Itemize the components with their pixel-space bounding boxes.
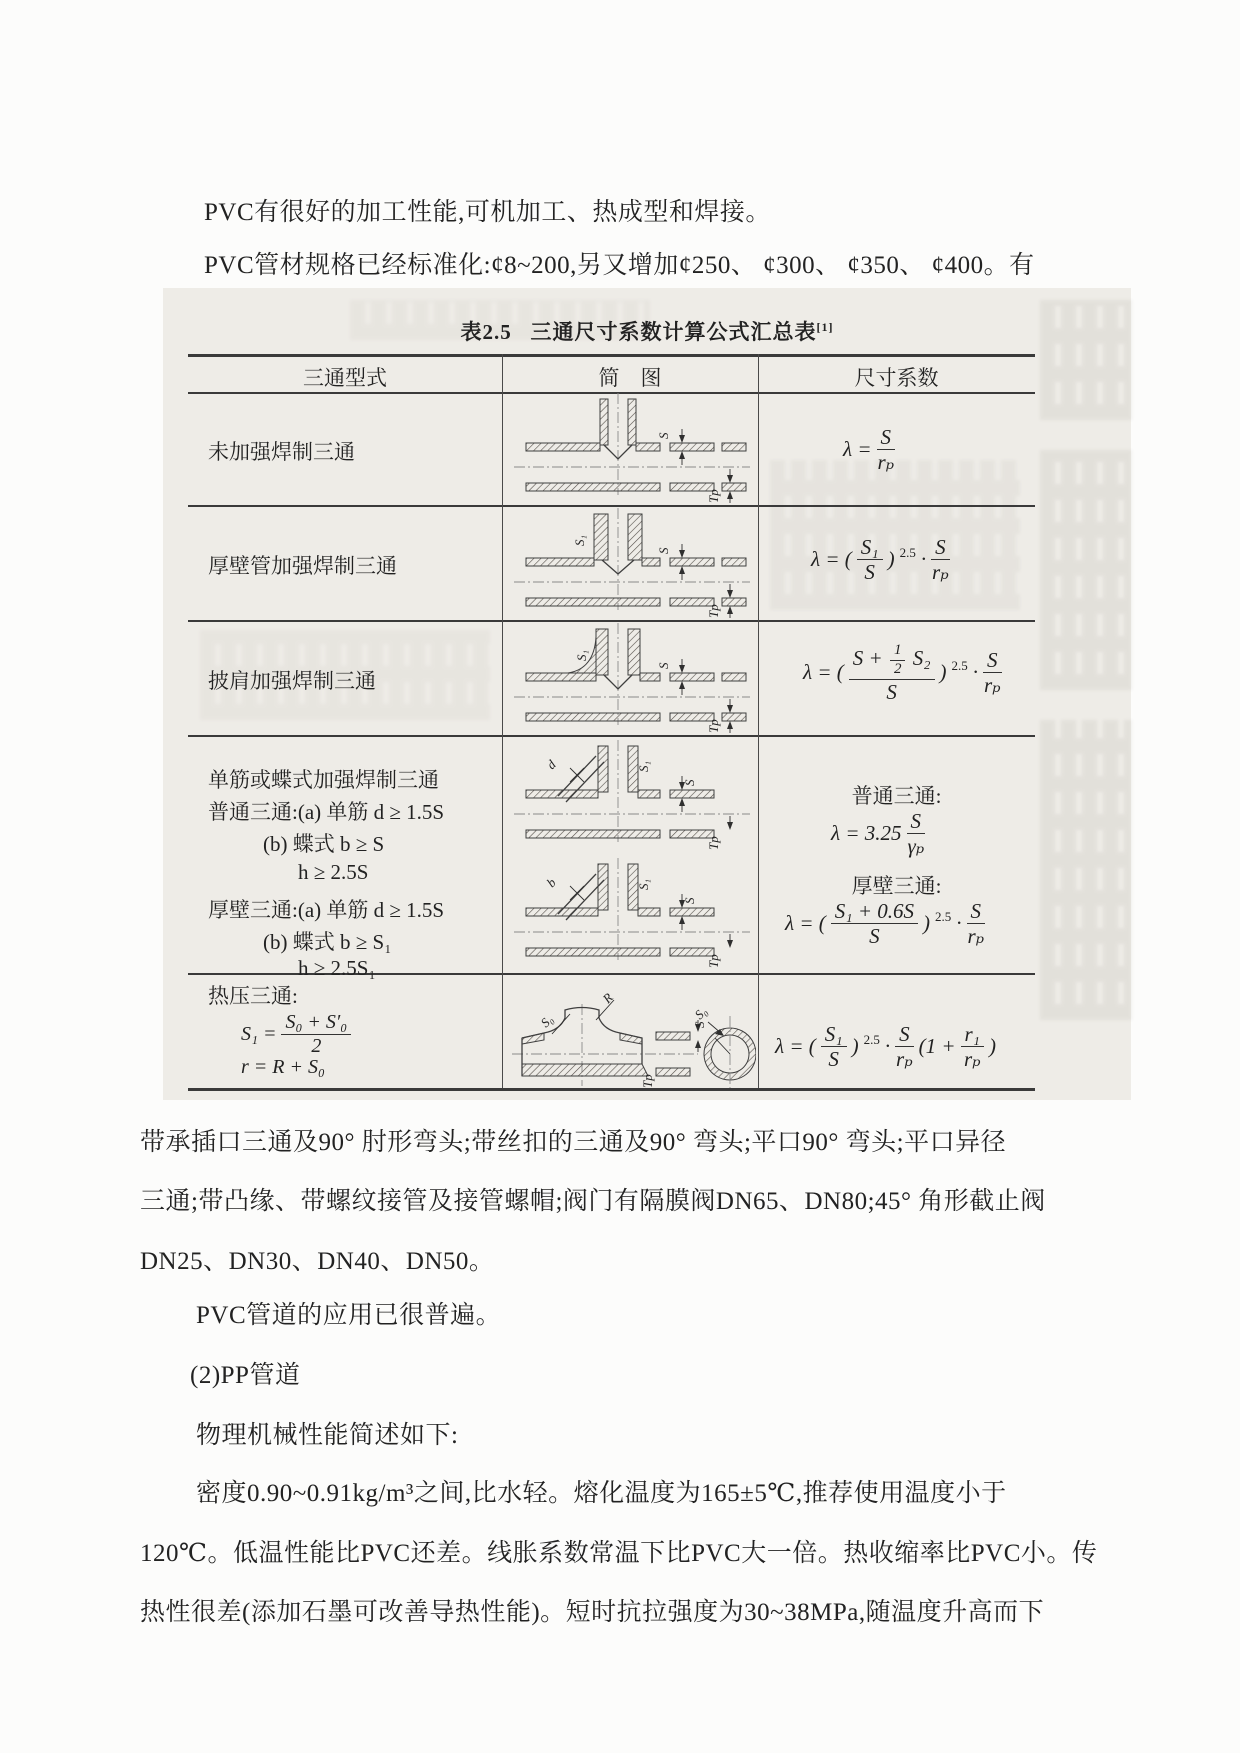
paragraph-fittings-3: DN25、DN30、DN40、DN50。 bbox=[140, 1248, 495, 1275]
row5-eq2: r = R + S₀ bbox=[241, 1056, 325, 1078]
row4-sub3: h ≥ 2.5S bbox=[298, 860, 369, 884]
frac-num-part: S₂ bbox=[912, 646, 931, 671]
formula-lhs: λ = ( bbox=[775, 1034, 816, 1059]
formula-exponent: 2.5 bbox=[899, 544, 916, 560]
frac-num: S₁ bbox=[821, 1023, 847, 1047]
paragraph-pvc-properties: PVC有很好的加工性能,可机加工、热成型和焊接。 bbox=[204, 199, 771, 226]
row4-sub2: (b) 蝶式 b ≥ S bbox=[263, 832, 385, 856]
formula-dot: · bbox=[956, 911, 962, 936]
dim-label: S bbox=[682, 897, 697, 904]
paragraph-fittings-2: 三通;带凸缘、带螺纹接管及接管螺帽;阀门有隔膜阀DN65、DN80;45° 角形截止阀 bbox=[140, 1188, 1046, 1215]
row2-tee-diagram bbox=[508, 506, 756, 620]
formula-lhs: λ = ( bbox=[811, 547, 852, 572]
paragraph-pvc-standards: PVC管材规格已经标准化:¢8~200,另又增加¢250、 ¢300、 ¢350、 ¢400。有 bbox=[204, 252, 1035, 279]
frac-den: rₚ bbox=[963, 1047, 981, 1072]
formula-exponent: 2.5 bbox=[863, 1031, 880, 1047]
frac-den: S bbox=[886, 679, 897, 704]
row4-formula1 bbox=[831, 810, 925, 857]
frac-den: rₚ bbox=[932, 560, 949, 585]
dim-label: S₁ bbox=[636, 878, 651, 890]
row3-tee-diagram bbox=[508, 621, 756, 735]
row3-label: 披肩加强焊制三通 bbox=[208, 669, 376, 693]
frac-num: S₁ + 0.6S bbox=[831, 900, 918, 924]
table-vline-1 bbox=[502, 354, 503, 1088]
row1-formula bbox=[843, 426, 895, 473]
frac-num: S bbox=[877, 426, 896, 450]
formula-exponent: 2.5 bbox=[951, 657, 968, 673]
formula-lhs: S₁ = bbox=[241, 1023, 277, 1045]
paragraph-pp-density: 密度0.90~0.91kg/m³之间,比水轻。熔化温度为165±5℃,推荐使用温度小于 bbox=[196, 1480, 1007, 1507]
row4-coeff-heading2: 厚壁三通: bbox=[851, 874, 942, 898]
dim-label: Tp bbox=[706, 836, 721, 850]
table-caption-number: 表2.5 bbox=[460, 320, 512, 344]
row1-label: 未加强焊制三通 bbox=[208, 440, 355, 464]
row4-sub5: (b) 蝶式 b ≥ S₁ bbox=[263, 930, 392, 954]
dim-label: S bbox=[656, 432, 671, 439]
row3-formula bbox=[803, 643, 1002, 703]
dim-label: S bbox=[682, 779, 697, 786]
formula-dot: · bbox=[972, 660, 978, 685]
dim-label: b bbox=[543, 874, 559, 891]
dim-label: S₀ bbox=[537, 1011, 556, 1031]
row4-coeff-heading1: 普通三通: bbox=[851, 784, 942, 808]
dim-label: Tp bbox=[640, 1074, 655, 1088]
frac-den: S bbox=[828, 1047, 839, 1072]
header-sketch: 简 图 bbox=[598, 366, 662, 390]
dim-label: Tp bbox=[706, 719, 721, 733]
dim-label: S₁ bbox=[572, 534, 587, 546]
dim-label: S bbox=[656, 547, 671, 554]
paragraph-pp-thermal-2: 热性很差(添加石墨可改善导热性能)。短时抗拉强度为30~38MPa,随温度升高而下 bbox=[140, 1599, 1045, 1626]
table-rule-row3 bbox=[188, 735, 1035, 737]
row1-tee-diagram bbox=[508, 391, 756, 505]
row4-sub1: 普通三通:(a) 单筋 d ≥ 1.5S bbox=[208, 800, 445, 824]
formula-paren: (1 + bbox=[918, 1034, 956, 1059]
table-vline-2 bbox=[758, 354, 759, 1088]
dim-label: R bbox=[599, 989, 616, 1007]
frac-den: γₚ bbox=[907, 834, 925, 859]
dim-label: Tp bbox=[706, 604, 721, 618]
dim-label: Tp bbox=[706, 489, 721, 503]
table-caption-footnote: [1] bbox=[816, 320, 834, 334]
frac-num: r₁ bbox=[961, 1023, 984, 1047]
frac-num: S bbox=[907, 810, 926, 834]
frac-num: S bbox=[967, 900, 986, 924]
frac-num: S bbox=[931, 536, 950, 560]
frac-den: rₚ bbox=[877, 450, 895, 475]
frac-den: rₚ bbox=[896, 1047, 913, 1072]
frac-den: 2 bbox=[311, 1035, 322, 1057]
row4-label: 单筋或蝶式加强焊制三通 bbox=[208, 768, 439, 792]
table-2-5 bbox=[163, 288, 1131, 1100]
header-size-coeff: 尺寸系数 bbox=[854, 366, 939, 390]
frac-num: S₁ bbox=[857, 536, 883, 560]
header-tee-type: 三通型式 bbox=[303, 366, 387, 390]
row4-formula2 bbox=[785, 900, 985, 947]
row4-sub4: 厚壁三通:(a) 单筋 d ≥ 1.5S bbox=[208, 898, 445, 922]
frac-den: 2 bbox=[893, 660, 902, 677]
table-rule-top bbox=[188, 354, 1035, 357]
row4-tee-diagram-rib bbox=[508, 738, 756, 852]
dim-label: Tp bbox=[706, 954, 721, 968]
paragraph-pp-intro: 物理机械性能简述如下: bbox=[196, 1422, 459, 1449]
formula-lhs: λ = ( bbox=[803, 660, 844, 685]
formula-paren: ) bbox=[851, 1034, 859, 1059]
formula-exponent: 2.5 bbox=[935, 908, 952, 924]
formula-lhs: λ = ( bbox=[785, 911, 826, 936]
row2-label: 厚壁管加强焊制三通 bbox=[208, 554, 397, 578]
paragraph-pvc-usage: PVC管道的应用已很普遍。 bbox=[196, 1302, 502, 1329]
formula-lhs: λ = 3.25 bbox=[831, 821, 902, 846]
row5-label: 热压三通: bbox=[208, 984, 298, 1008]
frac-num-part: S + bbox=[852, 646, 883, 671]
table-caption bbox=[163, 316, 1131, 346]
paragraph-fittings-1: 带承插口三通及90° 肘形弯头;带丝扣的三通及90° 弯头;平口90° 弯头;平口异径 bbox=[140, 1129, 1007, 1156]
formula-lhs: λ = bbox=[843, 437, 872, 462]
frac-den: S bbox=[864, 560, 875, 585]
row4-sub6: h ≥ 2.5S₁ bbox=[298, 956, 376, 980]
dim-label: S bbox=[692, 1021, 707, 1028]
formula-dot: · bbox=[920, 547, 927, 572]
frac-den: rₚ bbox=[967, 924, 985, 949]
formula-paren: ) bbox=[988, 1034, 996, 1059]
row5-hot-pressed-tee-diagram bbox=[508, 976, 756, 1090]
formula-paren: ) bbox=[939, 660, 947, 685]
formula-paren: ) bbox=[923, 911, 930, 936]
dim-label: S₁ bbox=[574, 649, 589, 661]
frac-den: rₚ bbox=[983, 673, 1001, 698]
formula-dot: · bbox=[884, 1034, 891, 1059]
formula-paren: ) bbox=[887, 547, 895, 572]
row5-formula bbox=[775, 1023, 996, 1070]
row2-formula bbox=[811, 536, 950, 583]
frac-num: S bbox=[983, 649, 1002, 673]
row4-tee-diagram-butterfly bbox=[508, 856, 756, 970]
heading-pp-piping: (2)PP管道 bbox=[190, 1362, 301, 1389]
frac-num: 1 bbox=[890, 643, 906, 661]
paragraph-pp-thermal-1: 120℃。低温性能比PVC还差。线胀系数常温下比PVC大一倍。热收缩率比PVC小。传 bbox=[140, 1540, 1098, 1567]
dim-label: S bbox=[656, 662, 671, 669]
table-caption-title: 三通尺寸系数计算公式汇总表 bbox=[530, 320, 817, 344]
frac-den: S bbox=[869, 924, 880, 949]
dim-label: S₀ bbox=[691, 1003, 710, 1023]
frac-num: S₀ + S′₀ bbox=[281, 1012, 351, 1035]
frac-num: S bbox=[895, 1023, 914, 1047]
row5-eq1 bbox=[241, 1012, 351, 1057]
dim-label: d bbox=[543, 756, 559, 773]
dim-label: S₁ bbox=[636, 760, 651, 772]
